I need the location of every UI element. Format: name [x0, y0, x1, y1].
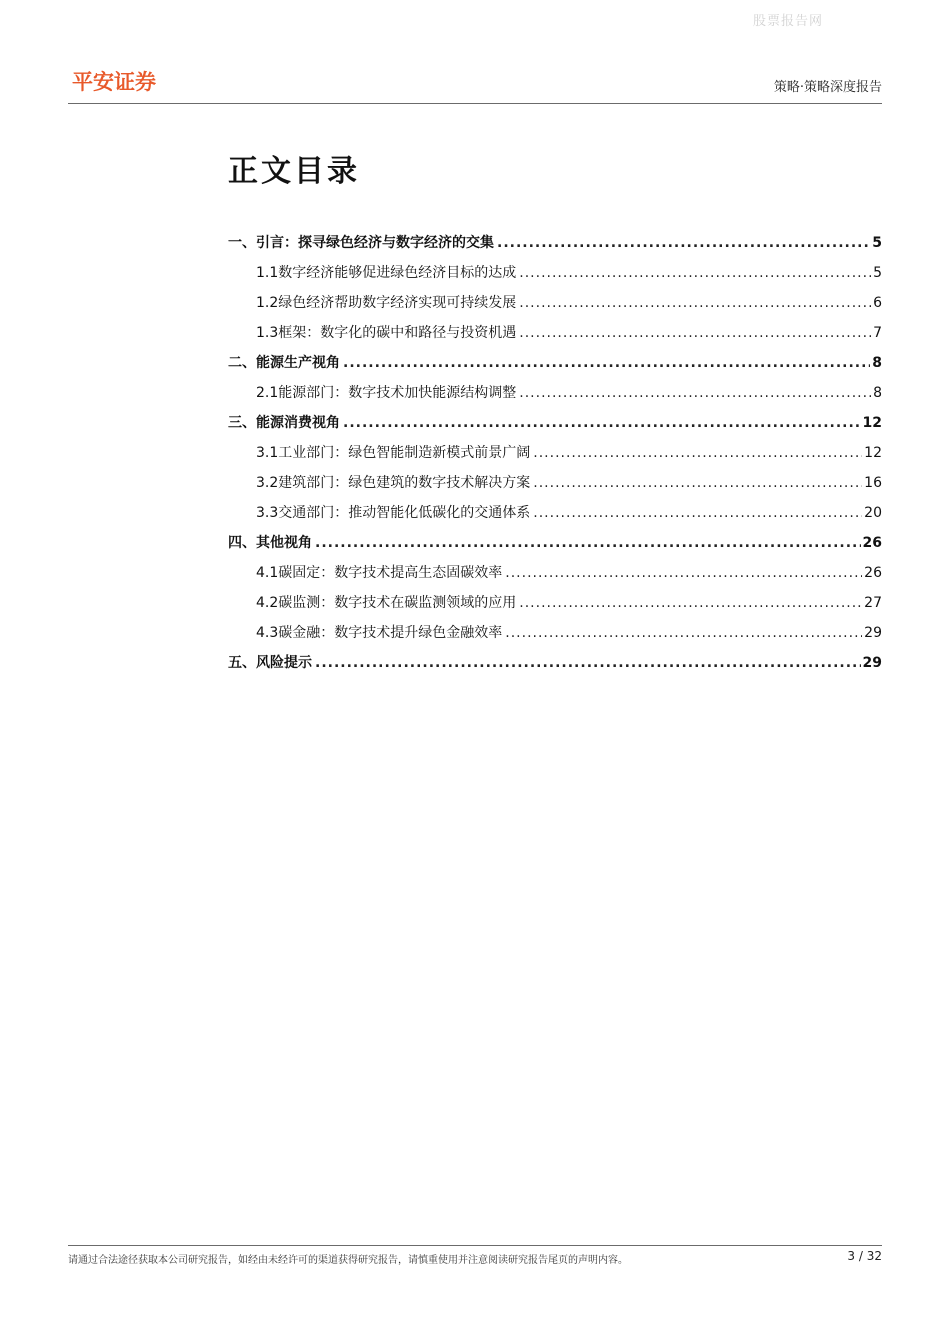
toc-entry-number: 4.1 — [256, 565, 279, 581]
toc-entry-number: 4.2 — [256, 595, 279, 611]
toc-entry-page: 5 — [873, 265, 882, 281]
toc-section-entry[interactable] — [228, 618, 882, 648]
toc-section-entry[interactable] — [228, 288, 882, 318]
toc-entry-title: 其他视角 — [256, 535, 312, 551]
toc-dot-leader — [519, 318, 871, 348]
footer-disclaimer: 请通过合法途径获取本公司研究报告，如经由未经许可的渠道获得研究报告，请慎重使用并注意阅读研究报告尾页的声明内容。 — [68, 1255, 628, 1266]
toc-entry-title: 建筑部门：绿色建筑的数字技术解决方案 — [278, 475, 531, 491]
table-of-contents — [228, 228, 882, 678]
toc-dot-leader — [533, 468, 862, 498]
toc-section-entry[interactable] — [228, 468, 882, 498]
toc-dot-leader — [519, 378, 871, 408]
toc-section-entry[interactable] — [228, 318, 882, 348]
toc-chapter-entry[interactable] — [228, 348, 882, 378]
toc-entry-number: 四、 — [228, 535, 256, 551]
toc-entry-title: 绿色经济帮助数字经济实现可持续发展 — [278, 295, 517, 311]
toc-dot-leader — [519, 588, 862, 618]
toc-dot-leader — [505, 558, 862, 588]
toc-entry-number: 2.1 — [256, 385, 279, 401]
toc-entry-title: 能源生产视角 — [256, 355, 340, 371]
toc-entry-title: 碳固定：数字技术提高生态固碳效率 — [278, 565, 503, 581]
toc-entry-number: 二、 — [228, 355, 256, 371]
toc-entry-page: 26 — [864, 565, 882, 581]
toc-section-entry[interactable] — [228, 378, 882, 408]
toc-entry-title: 框架：数字化的碳中和路径与投资机遇 — [278, 325, 517, 341]
toc-chapter-entry[interactable] — [228, 228, 882, 258]
toc-dot-leader — [519, 258, 871, 288]
toc-entry-title: 工业部门：绿色智能制造新模式前景广阔 — [278, 445, 531, 461]
toc-chapter-entry[interactable] — [228, 648, 882, 678]
toc-dot-leader — [343, 408, 861, 438]
toc-dot-leader — [315, 648, 861, 678]
document-type-label: 策略·策略深度报告 — [773, 80, 882, 95]
toc-entry-title: 碳监测：数字技术在碳监测领域的应用 — [278, 595, 517, 611]
toc-chapter-entry[interactable] — [228, 528, 882, 558]
toc-entry-page: 5 — [872, 235, 882, 251]
toc-entry-number: 1.3 — [256, 325, 279, 341]
toc-entry-page: 29 — [864, 625, 882, 641]
header-divider — [68, 103, 882, 104]
toc-entry-title: 能源部门：数字技术加快能源结构调整 — [278, 385, 517, 401]
toc-entry-title: 数字经济能够促进绿色经济目标的达成 — [278, 265, 517, 281]
footer-divider — [68, 1245, 882, 1246]
toc-entry-title: 能源消费视角 — [256, 415, 340, 431]
toc-entry-page: 20 — [864, 505, 882, 521]
toc-entry-number: 三、 — [228, 415, 256, 431]
toc-section-entry[interactable] — [228, 498, 882, 528]
toc-section-entry[interactable] — [228, 588, 882, 618]
toc-entry-page: 27 — [864, 595, 882, 611]
toc-entry-title: 交通部门：推动智能化低碳化的交通体系 — [278, 505, 531, 521]
toc-dot-leader — [315, 528, 861, 558]
toc-section-entry[interactable] — [228, 558, 882, 588]
toc-entry-number: 3.3 — [256, 505, 279, 521]
toc-chapter-entry[interactable] — [228, 408, 882, 438]
toc-dot-leader — [533, 438, 862, 468]
toc-dot-leader — [497, 228, 870, 258]
toc-entry-page: 8 — [872, 355, 882, 371]
toc-entry-number: 4.3 — [256, 625, 279, 641]
toc-entry-page: 16 — [864, 475, 882, 491]
toc-entry-title: 风险提示 — [256, 655, 312, 671]
toc-entry-number: 五、 — [228, 655, 256, 671]
toc-entry-number: 3.1 — [256, 445, 279, 461]
brand-logo: 平安证券 — [72, 70, 156, 94]
toc-entry-number: 1.2 — [256, 295, 279, 311]
watermark: 股票报告网 — [753, 14, 824, 29]
toc-entry-page: 7 — [873, 325, 882, 341]
toc-dot-leader — [533, 498, 862, 528]
toc-entry-number: 1.1 — [256, 265, 279, 281]
toc-dot-leader — [519, 288, 871, 318]
toc-entry-title: 引言：探寻绿色经济与数字经济的交集 — [256, 235, 494, 251]
toc-dot-leader — [505, 618, 862, 648]
toc-entry-page: 29 — [862, 655, 882, 671]
toc-entry-page: 8 — [873, 385, 882, 401]
toc-section-entry[interactable] — [228, 438, 882, 468]
page-number: 3 / 32 — [847, 1249, 882, 1263]
toc-entry-page: 12 — [862, 415, 882, 431]
toc-title: 正文目录 — [228, 154, 360, 189]
toc-dot-leader — [343, 348, 870, 378]
toc-entry-number: 3.2 — [256, 475, 279, 491]
toc-entry-title: 碳金融：数字技术提升绿色金融效率 — [278, 625, 503, 641]
toc-entry-page: 26 — [862, 535, 882, 551]
toc-entry-page: 12 — [864, 445, 882, 461]
toc-entry-page: 6 — [873, 295, 882, 311]
toc-section-entry[interactable] — [228, 258, 882, 288]
toc-entry-number: 一、 — [228, 235, 256, 251]
